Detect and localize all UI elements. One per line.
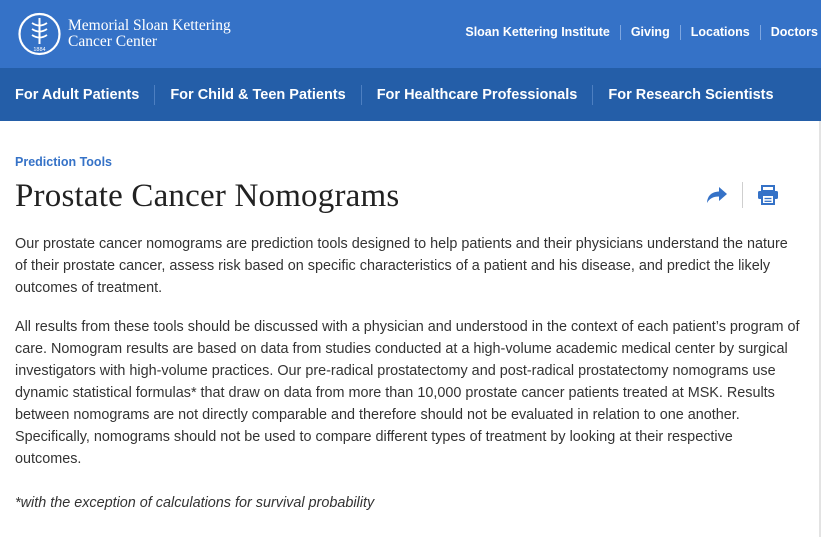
intro-content — [15, 233, 800, 531]
nav-item-adult-patients[interactable]: For Adult Patients — [15, 86, 140, 103]
page-title: Prostate Cancer Nomograms — [15, 178, 400, 214]
share-arrow-icon — [706, 186, 728, 204]
footnote: *with the exception of calculations for survival probability — [15, 495, 375, 511]
breadcrumb[interactable]: Prediction Tools — [15, 155, 112, 169]
utility-nav — [455, 25, 818, 40]
intro-paragraph-1: Our prostate cancer nomograms are prediction tools designed to help patients and their physicians understand the nature of their prostate cancer, assess risk based on specific characteristics of a patient and his disease, and predict the likely outcomes of treatment. — [15, 236, 788, 296]
print-button[interactable] — [751, 180, 785, 210]
logo-line-2: Cancer Center — [68, 33, 158, 50]
msk-logo[interactable] — [18, 10, 231, 58]
nav-item-healthcare-professionals[interactable]: For Healthcare Professionals — [361, 85, 593, 105]
utility-link-doctors[interactable]: Doctors — [760, 25, 818, 40]
main-nav — [0, 68, 821, 121]
logo-year: 1884 — [33, 47, 46, 53]
nav-item-research-scientists[interactable]: For Research Scientists — [592, 85, 788, 105]
logo-line-1: Memorial Sloan Kettering — [68, 17, 231, 34]
share-button[interactable] — [700, 180, 734, 210]
logo-wordmark — [68, 18, 231, 50]
utility-link-giving[interactable]: Giving — [620, 25, 680, 40]
top-header — [0, 0, 821, 68]
utility-link-sloan-kettering-institute[interactable]: Sloan Kettering Institute — [465, 25, 610, 39]
actions-divider — [742, 182, 743, 208]
printer-icon — [757, 185, 779, 205]
intro-paragraph-2: All results from these tools should be discussed with a physician and understood in the context of each patient’s program of care. Nomogram results are based on data from studies conducted at a high-volume academic medical center by surgical investigators with high-volume practices. Our pre-radical prostatectomy and post-radical prostatectomy nomograms use dynamic statistical formulas* that draw on data from more than 10,000 prostate cancer patients treated at MSK. Results between nomograms are not directly comparable and therefore should not be evaluated in relation to one another. Specifically, nomograms should not be used to compare different types of treatment by looking at their respective outcomes. — [15, 319, 800, 467]
nav-item-child-teen-patients[interactable]: For Child & Teen Patients — [154, 85, 360, 105]
utility-link-locations[interactable]: Locations — [680, 25, 760, 40]
msk-seal-icon — [18, 10, 61, 58]
page-actions — [700, 180, 785, 210]
